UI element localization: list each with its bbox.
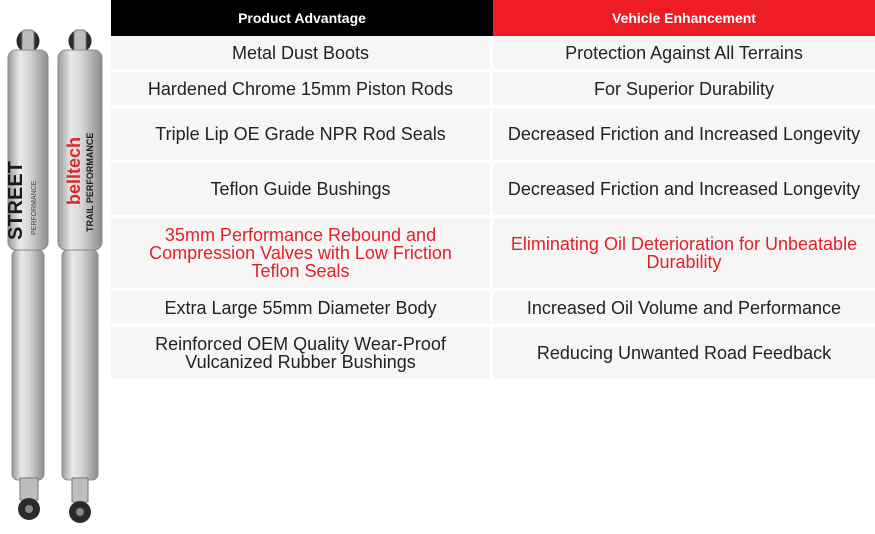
svg-text:TRAIL PERFORMANCE: TRAIL PERFORMANCE [85,132,95,232]
advantage-cell: Triple Lip OE Grade NPR Rod Seals [111,108,493,163]
advantage-cell: Hardened Chrome 15mm Piston Rods [111,72,493,108]
advantage-cell: Teflon Guide Bushings [111,163,493,218]
shock-absorbers-image [0,0,110,534]
enhancement-cell: Eliminating Oil Deterioration for Unbeatable Durability [493,218,875,291]
header-vehicle-enhancement: Vehicle Enhancement [493,0,875,36]
advantage-cell: 35mm Performance Rebound and Compression Valves with Low Friction Teflon Seals [111,218,493,291]
header-product-advantage: Product Advantage [111,0,493,36]
enhancement-cell: Decreased Friction and Increased Longevity [493,163,875,218]
svg-text:PERFORMANCE: PERFORMANCE [31,180,38,235]
enhancement-cell: Reducing Unwanted Road Feedback [493,327,875,382]
table-header-row [111,0,875,36]
table-row [111,163,875,218]
enhancement-cell: Protection Against All Terrains [493,36,875,72]
advantage-cell: Reinforced OEM Quality Wear-Proof Vulcanized Rubber Bushings [111,327,493,382]
belltech-logo: belltech [64,136,84,205]
table-row-highlighted [111,218,875,291]
advantage-cell: Metal Dust Boots [111,36,493,72]
advantage-cell: Extra Large 55mm Diameter Body [111,291,493,327]
enhancement-cell: For Superior Durability [493,72,875,108]
features-table [111,0,875,382]
street-shock [5,30,48,520]
street-logo: STREET [5,161,27,240]
enhancement-cell: Increased Oil Volume and Performance [493,291,875,327]
table-row [111,108,875,163]
table-row [111,291,875,327]
trail-shock [58,30,102,523]
table-row [111,327,875,382]
table-row [111,72,875,108]
enhancement-cell: Decreased Friction and Increased Longevity [493,108,875,163]
table-row [111,36,875,72]
